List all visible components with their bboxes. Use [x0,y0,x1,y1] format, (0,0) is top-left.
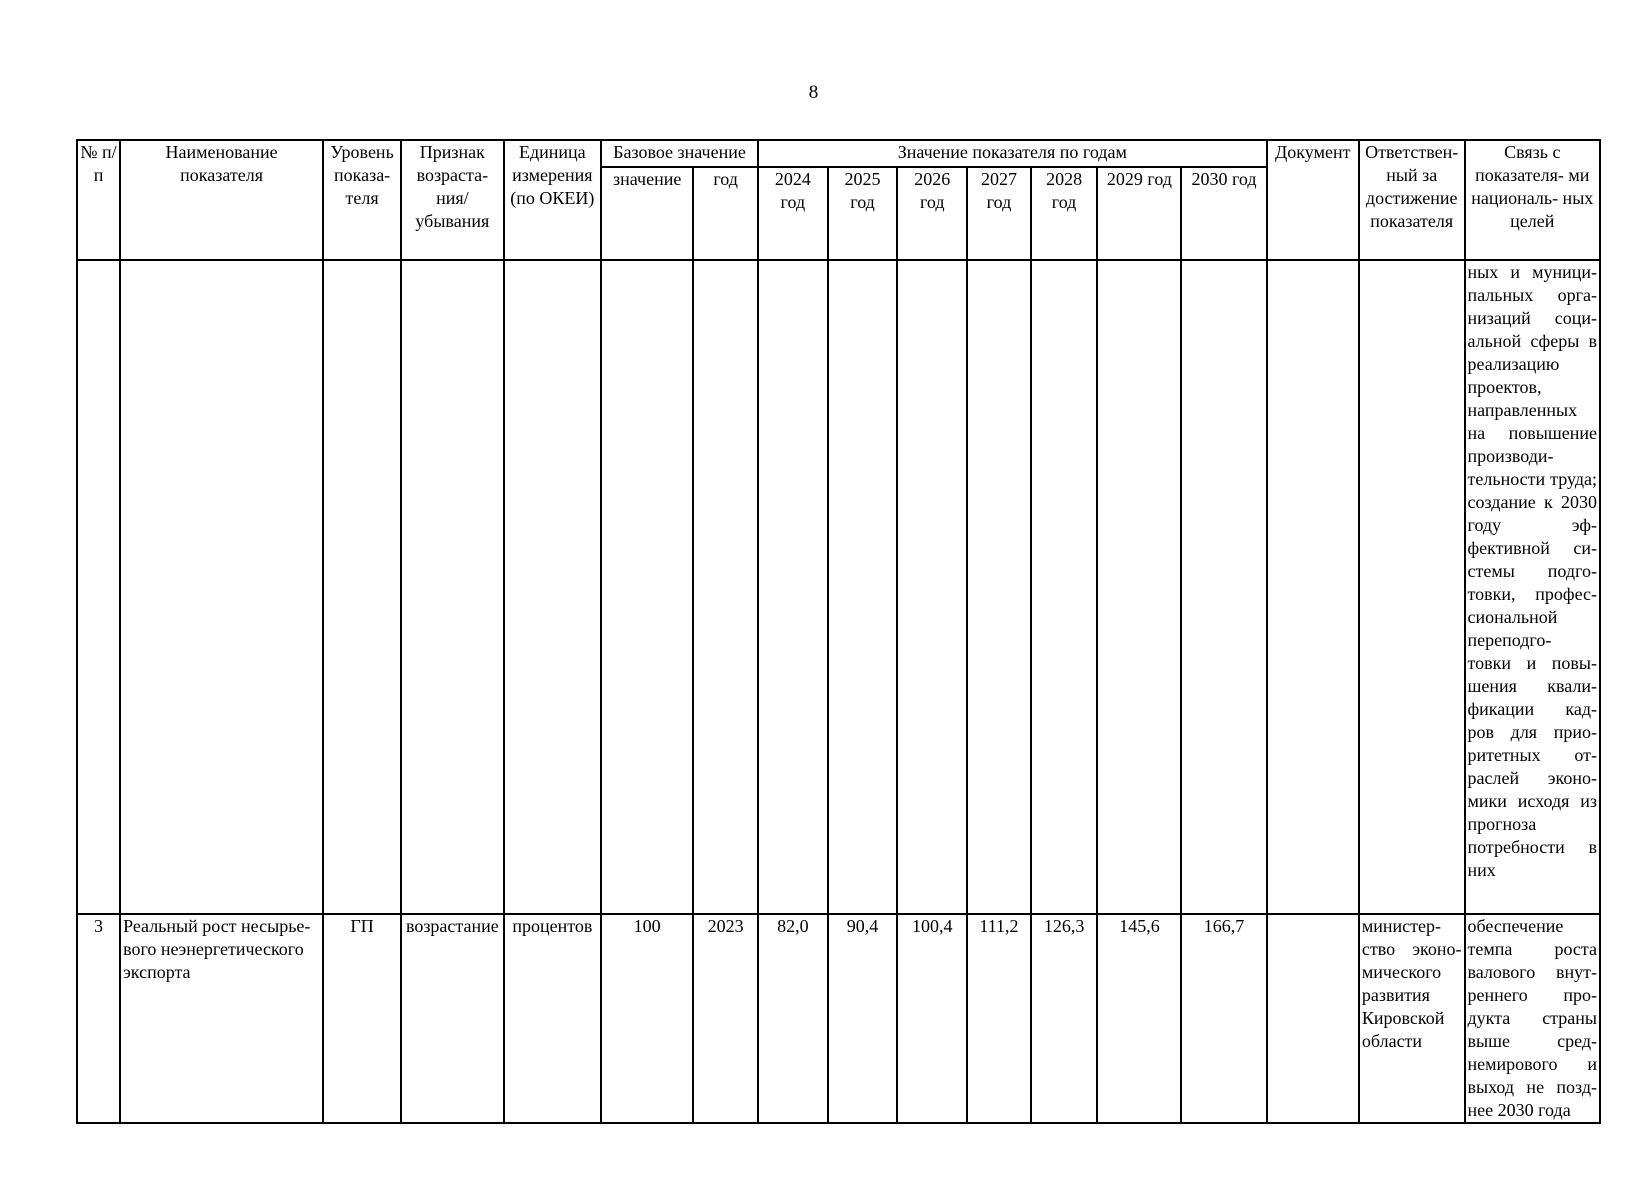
cell-empty [1097,260,1181,914]
cell-unit: процентов [504,914,601,1123]
cell-empty [1031,260,1098,914]
cell-empty [323,260,401,914]
cell-empty [828,260,898,914]
header-num: № п/п [77,140,120,260]
indicators-table [76,139,1601,1124]
table-row [77,914,1600,1123]
header-trend: Признак возраста- ния/ убывания [401,140,504,260]
header-years-group: Значение показателя по годам [758,140,1267,167]
header-name: Наименование показателя [120,140,323,260]
cell-value-2024: 82,0 [758,914,828,1123]
header-responsible: Ответствен- ный за достижение показателя [1359,140,1465,260]
header-unit: Единица измерения (по ОКЕИ) [504,140,601,260]
cell-value-2030: 166,7 [1181,914,1266,1123]
header-base-group: Базовое значение [601,140,758,167]
cell-empty [401,260,504,914]
cell-empty [77,260,120,914]
cell-base-value: 100 [601,914,693,1123]
cell-value-2029: 145,6 [1097,914,1181,1123]
header-year-2025: 2025 год [828,167,898,260]
cell-empty [504,260,601,914]
cell-responsible: министер- ство эконо- мического развития Кировской области [1359,914,1465,1123]
cell-empty [897,260,967,914]
cell-base-year: 2023 [693,914,758,1123]
header-level: Уровень показа- теля [323,140,401,260]
cell-num: 3 [77,914,120,1123]
header-base-value: значение [601,167,693,260]
header-year-2024: 2024 год [758,167,828,260]
header-year-2030: 2030 год [1181,167,1266,260]
cell-document [1267,914,1359,1123]
cell-trend: возрастание [401,914,504,1123]
cell-empty [693,260,758,914]
cell-link-continuation: ных и муници- пальных орга- низаций соци- альной сферы в реализацию проектов, направленных на повышение производи- тельности труда; создание к 2030 году эф- фективной си- стемы подго- товки, профес- сиональной переподго- товки и повы- шения квали- фикации кад- ров для прио- ритетных от- раслей эконо- мики исходя из прогноза потребности в них [1465,260,1600,914]
header-year-2027: 2027 год [967,167,1031,260]
table-row-continuation [77,260,1600,914]
header-document: Документ [1267,140,1359,260]
cell-link: обеспечение темпа роста валового внут- реннего про- дукта страны выше сред- немирового и выход не позд- нее 2030 года [1465,914,1600,1123]
header-row-1 [77,140,1600,167]
cell-empty [1181,260,1266,914]
cell-empty [758,260,828,914]
cell-value-2028: 126,3 [1031,914,1098,1123]
header-year-2028: 2028 год [1031,167,1098,260]
cell-value-2025: 90,4 [828,914,898,1123]
header-base-year: год [693,167,758,260]
page-number: 8 [808,82,819,103]
cell-level: ГП [323,914,401,1123]
cell-name: Реальный рост несырье- вого неэнергетического экспорта [120,914,323,1123]
cell-empty [120,260,323,914]
cell-empty [1359,260,1465,914]
header-year-2029: 2029 год [1097,167,1181,260]
header-link: Связь с показателя- ми националь- ных целей [1465,140,1600,260]
cell-empty [1267,260,1359,914]
cell-empty [601,260,693,914]
header-year-2026: 2026 год [897,167,967,260]
cell-value-2026: 100,4 [897,914,967,1123]
cell-value-2027: 111,2 [967,914,1031,1123]
cell-empty [967,260,1031,914]
